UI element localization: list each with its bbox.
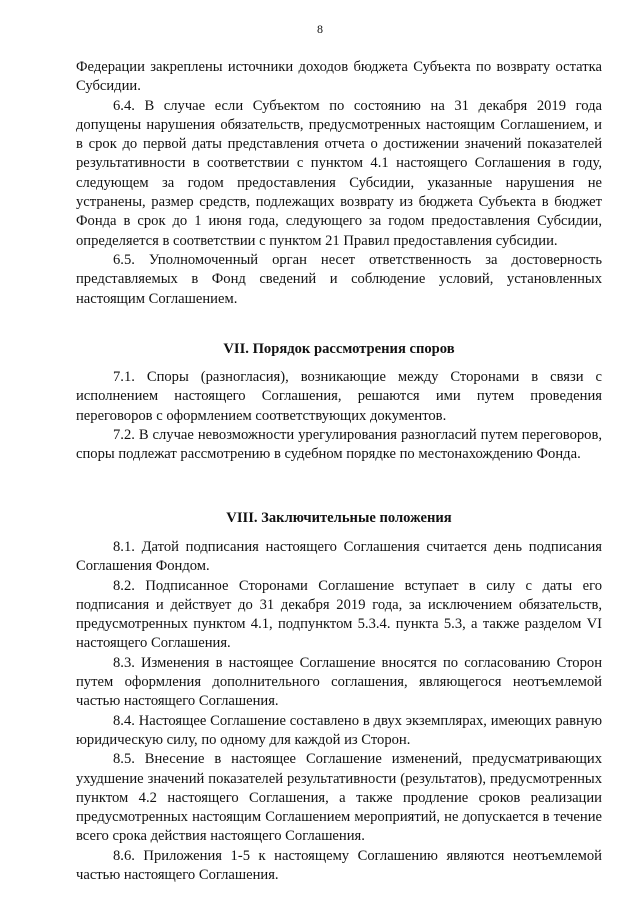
section-8-body [76,538,602,885]
paragraph-8-4: 8.4. Настоящее Соглашение составлено в двух экземплярах, имеющих равную юридическую силу, по одному для каждой из Сторон. [76,712,602,748]
paragraph-7-2: 7.2. В случае невозможности урегулирования разногласий путем переговоров, споры подлежат рассмотрению в судебном порядке по местонахождению Фонда. [76,426,602,463]
paragraph-6-3-tail: Федерации закреплены источники доходов бюджета Субъекта по возврату остатка Субсидии. [76,59,602,95]
section-6-continuation [76,58,602,309]
paragraph-8-5: 8.5. Внесение в настоящее Соглашение изменений, предусматривающих ухудшение значений показателей результативности (результатов), предусмотренных пунктом 4.2 настоящего Соглашения, а также продление сроков реализации предусмотренных настоящим Соглашением мероприятий, не допускается в течение всего срока действия настоящего Соглашения. [76,751,602,845]
section-7-heading: VII. Порядок рассмотрения споров [223,341,455,357]
section-8-heading: VIII. Заключительные положения [226,510,452,526]
paragraph-6-4: 6.4. В случае если Субъектом по состоянию на 31 декабря 2019 года допущены нарушения обязательств, предусмотренных настоящим Соглашением, и в срок до первой даты представления отчета о достижении значений показателей результативности в соответствии с пунктом 4.1 настоящего Соглашения в году, следующем за годом предоставления Субсидии, указанные нарушения не устранены, размер средств, подлежащих возврату из бюджета Субъекта в бюджет Фонда в срок до 1 июня года, следующего за годом предоставления Субсидии, определяется в соответствии с пунктом 21 Правил предоставления субсидии. [76,97,602,249]
paragraph-8-2: 8.2. Подписанное Сторонами Соглашение вступает в силу с даты его подписания и действует до 31 декабря 2019 года, за исключением обязательств, предусмотренных пунктом 4.1, подпунктом 5.3.4. пункта 5.3, а также разделом VI настоящего Соглашения. [76,577,602,652]
paragraph-7-1: 7.1. Споры (разногласия), возникающие между Сторонами в связи с исполнением настоящего Соглашения, решаются ими путем проведения переговоров с оформлением соответствующих документов. [76,369,602,424]
page-number: 8 [317,22,323,36]
section-7-body [76,368,602,464]
paragraph-6-5: 6.5. Уполномоченный орган несет ответственность за достоверность представляемых в Фонд сведений и соблюдение условий, установленных настоящим Соглашением. [76,251,602,307]
paragraph-8-6: 8.6. Приложения 1-5 к настоящему Соглашению являются неотъемлемой частью настоящего Соглашения. [76,847,602,884]
paragraph-8-1: 8.1. Датой подписания настоящего Соглашения считается день подписания Соглашения Фондом. [76,539,602,575]
paragraph-8-3: 8.3. Изменения в настоящее Соглашение вносятся по согласованию Сторон путем оформления дополнительного соглашения, являющегося неотъемлемой частью настоящего Соглашения. [76,654,602,710]
